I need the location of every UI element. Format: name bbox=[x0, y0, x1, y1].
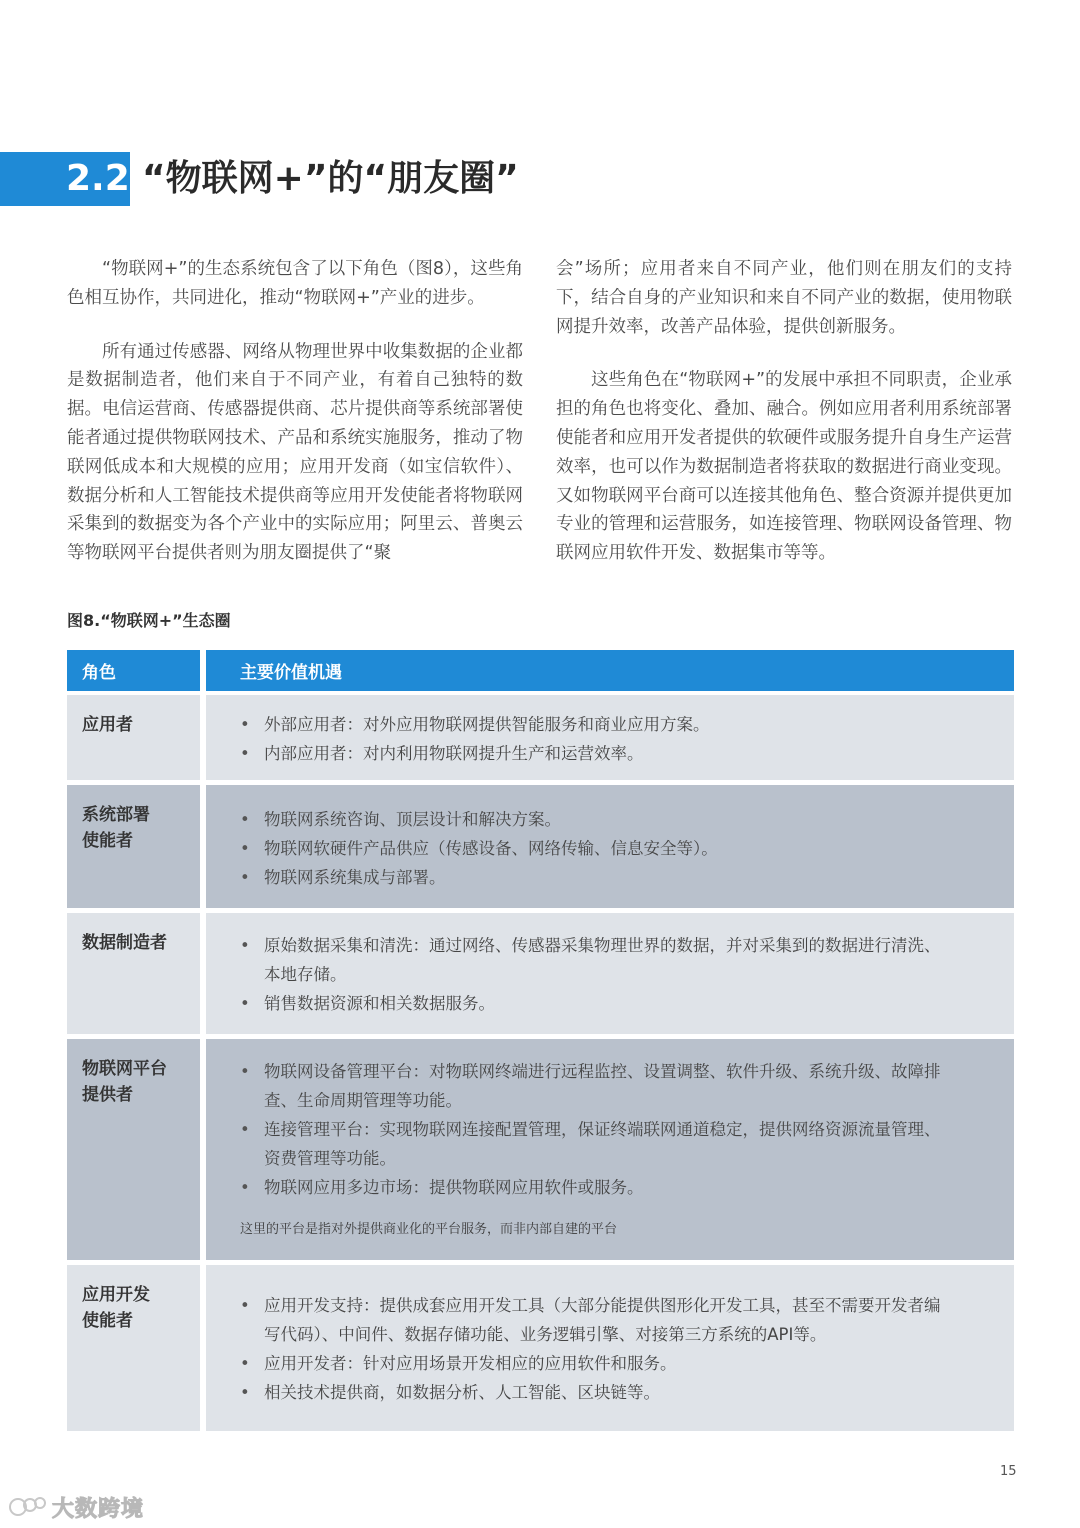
role-label: 应用者 bbox=[82, 715, 133, 735]
header-value: 主要价值机遇 bbox=[206, 650, 1014, 691]
value-cell bbox=[206, 785, 1014, 908]
role-cell bbox=[67, 913, 200, 1034]
body-column-left bbox=[67, 255, 523, 593]
header-role: 角色 bbox=[67, 650, 200, 691]
role-cell bbox=[67, 785, 200, 908]
table-row bbox=[67, 695, 1014, 780]
table-footnote: 这里的平台是指对外提供商业化的平台服务，而非内部自建的平台 bbox=[240, 1222, 618, 1237]
watermark-logo-icon bbox=[8, 1493, 48, 1521]
bullet-item: • 应用开发者：针对应用场景开发相应的应用软件和服务。 bbox=[240, 1349, 954, 1378]
table-header bbox=[67, 650, 1014, 691]
table-row bbox=[67, 785, 1014, 908]
bullet-item: • 相关技术提供商，如数据分析、人工智能、区块链等。 bbox=[240, 1378, 954, 1407]
value-cell bbox=[206, 695, 1014, 780]
role-label: 数据制造者 bbox=[82, 933, 167, 953]
role-cell bbox=[67, 1039, 200, 1260]
paragraph: 会”场所；应用者来自不同产业，他们则在朋友们的支持下，结合自身的产业知识和来自不同产业的数据，使用物联网提升效率，改善产品体验，提供创新服务。 bbox=[556, 259, 1012, 337]
ecosystem-table bbox=[67, 650, 1014, 1436]
bullet-item: • 内部应用者：对内利用物联网提升生产和运营效率。 bbox=[240, 739, 980, 768]
table-row bbox=[67, 1039, 1014, 1260]
paragraph: 这些角色在“物联网+”的发展中承担不同职责，企业承担的角色也将变化、叠加、融合。例如应用者利用系统部署使能者和应用开发者提供的软硬件或服务提升自身生产运营效率，也可以作为数据制造者将获取的数据进行商业变现。又如物联网平台商可以连接其他角色、整合资源并提供更加专业的管理和运营服务，如连接管理、物联网设备管理、物联网应用软件开发、数据集市等等。 bbox=[556, 370, 1012, 564]
role-cell bbox=[67, 695, 200, 780]
paragraph: “物联网+”的生态系统包含了以下角色（图8），这些角色相互协作，共同进化，推动“物联网+”产业的进步。 bbox=[67, 259, 523, 308]
bullet-item: • 物联网应用多边市场：提供物联网应用软件或服务。 bbox=[240, 1173, 954, 1202]
bullet-item: • 销售数据资源和相关数据服务。 bbox=[240, 989, 954, 1018]
bullet-item: • 物联网系统咨询、顶层设计和解决方案。 bbox=[240, 805, 980, 834]
section-number: 2.2 bbox=[66, 158, 130, 199]
table-row bbox=[67, 913, 1014, 1034]
bullet-item: • 物联网系统集成与部署。 bbox=[240, 863, 980, 892]
role-label: 应用开发使能者 bbox=[82, 1285, 150, 1331]
body-column-right bbox=[556, 255, 1012, 593]
bullet-item: • 应用开发支持：提供成套应用开发工具（大部分能提供图形化开发工具，甚至不需要开发者编写代码）、中间件、数据存储功能、业务逻辑引擎、对接第三方系统的API等。 bbox=[240, 1291, 954, 1349]
role-label: 系统部署使能者 bbox=[82, 805, 150, 851]
bullet-item: • 物联网软硬件产品供应（传感设备、网络传输、信息安全等）。 bbox=[240, 834, 980, 863]
paragraph: 所有通过传感器、网络从物理世界中收集数据的企业都是数据制造者，他们来自于不同产业，有着自己独特的数据。电信运营商、传感器提供商、芯片提供商等系统部署使能者通过提供物联网技术、产品和系统实施服务，推动了物联网低成本和大规模的应用；应用开发商（如宝信软件）、数据分析和人工智能技术提供商等应用开发使能者将物联网采集到的数据变为各个产业中的实际应用；阿里云、普奥云等物联网平台提供者则为朋友圈提供了“聚 bbox=[67, 341, 523, 564]
value-cell bbox=[206, 1265, 1014, 1431]
watermark bbox=[8, 1490, 144, 1524]
section-title: “物联网+”的“朋友圈” bbox=[142, 158, 519, 199]
table-row bbox=[67, 1265, 1014, 1431]
page-number: 15 bbox=[1000, 1464, 1017, 1479]
value-cell bbox=[206, 913, 1014, 1034]
role-cell bbox=[67, 1265, 200, 1431]
figure-caption: 图8.“物联网+”生态圈 bbox=[67, 611, 231, 630]
bullet-item: • 物联网设备管理平台：对物联网终端进行远程监控、设置调整、软件升级、系统升级、故障排查、生命周期管理等功能。 bbox=[240, 1057, 954, 1115]
section-header bbox=[0, 152, 1080, 206]
role-label: 物联网平台提供者 bbox=[82, 1059, 167, 1105]
watermark-text: 大数跨境 bbox=[52, 1496, 145, 1522]
value-cell bbox=[206, 1039, 1014, 1260]
bullet-item: • 连接管理平台：实现物联网连接配置管理，保证终端联网通道稳定，提供网络资源流量管理、资费管理等功能。 bbox=[240, 1115, 954, 1173]
bullet-item: • 原始数据采集和清洗：通过网络、传感器采集物理世界的数据，并对采集到的数据进行清洗、本地存储。 bbox=[240, 931, 954, 989]
bullet-item: • 外部应用者：对外应用物联网提供智能服务和商业应用方案。 bbox=[240, 710, 980, 739]
